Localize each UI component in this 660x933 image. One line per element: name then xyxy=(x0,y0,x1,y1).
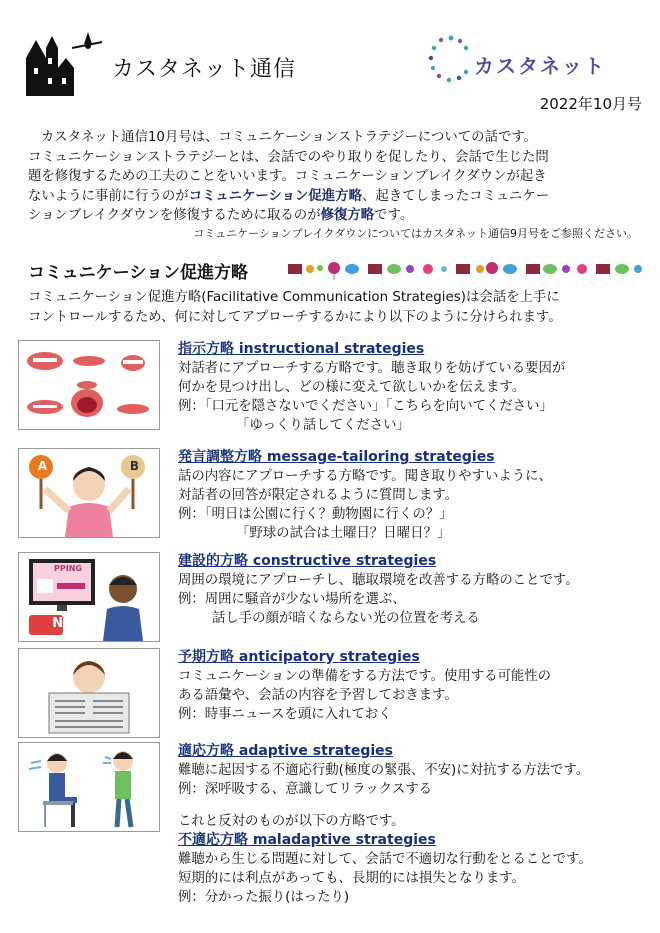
strategy-line: 周囲の環境にアプローチし、聴取環境を改善する方略のことです。 xyxy=(178,573,579,588)
strategy-line: 例：周囲に騒音が少ない場所を選ぶ、 xyxy=(178,592,406,607)
strategy-line: 話し手の顔が暗くならない光の位置を考える xyxy=(212,611,480,626)
strategy-heading: 発言調整方略 message-tailoring strategies xyxy=(178,449,495,465)
maladaptive-text xyxy=(178,812,658,907)
section-intro xyxy=(28,288,648,327)
reading-newspaper-illustration xyxy=(18,648,160,738)
highlight-facilitative: コミュニケーション促進方略 xyxy=(188,188,362,204)
strategy-text xyxy=(178,448,658,543)
issue-date: 2022年10月号 xyxy=(539,95,642,113)
mouth-shapes-illustration xyxy=(18,340,160,430)
intro-line: 題を修復するための工夫のことをいいます。コミュニケーションブレイクダウンが起き xyxy=(28,169,547,184)
intro-line: ションブレイクダウンを修復するために取るのが修復方略です。 xyxy=(28,208,414,223)
strategy-heading: 予期方略 anticipatory strategies xyxy=(178,649,420,665)
section-intro-line: コントロールするため、何に対してアプローチするかにより以下のように分けられます。 xyxy=(28,309,562,325)
tv-screen-text: PPING xyxy=(54,564,82,573)
strategy-line: 対話者の回答が限定されるように質問します。 xyxy=(178,488,459,503)
strategy-line: コミュニケーションの準備をする方法です。使用する可能性の xyxy=(178,669,552,684)
intro-line: ないように事前に行うのがコミュニケーション促進方略、起きてしまったコミュニケー xyxy=(28,188,550,204)
strategy-line: 難聴に起因する不適応行動(極度の緊張、不安)に対抗する方法です。 xyxy=(178,763,590,778)
maladaptive-line: 例：分かった振り(はったり) xyxy=(178,890,350,905)
strategy-heading: 指示方略 instructional strategies xyxy=(178,341,425,357)
strategy-heading: 適応方略 adaptive strategies xyxy=(178,743,394,759)
maladaptive-heading: 不適応方略 maladaptive strategies xyxy=(178,832,436,848)
strategy-line: 例：「明日は公園に行く？動物園に行くの？」 xyxy=(178,507,453,522)
candy-decoration xyxy=(286,258,646,282)
deep-breathing-illustration xyxy=(18,742,160,832)
strategy-text xyxy=(178,648,658,724)
intro-paragraph xyxy=(28,128,640,226)
strategy-line: 「野球の試合は土曜日？日曜日？」 xyxy=(236,526,451,541)
reference-note: コミュニケーションブレイクダウンについてはカスタネット通信9月号をご参照ください。 xyxy=(193,227,638,240)
maladaptive-line: 短期的には利点があっても、長期的には損失となります。 xyxy=(178,871,525,886)
strategy-text xyxy=(178,742,658,799)
newsletter-title: カスタネット通信 xyxy=(112,57,297,82)
section-title: コミュニケーション促進方略 xyxy=(28,263,248,283)
intro-line: カスタネット通信10月号は、コミュニケーションストラテジーについての話です。 xyxy=(40,130,538,145)
intro-line: コミュニケーションストラテジーとは、会話でのやり取りを促したり、会話で生じた問 xyxy=(28,149,549,165)
strategy-text xyxy=(178,340,658,435)
highlight-repair: 修復方略 xyxy=(320,208,375,223)
strategy-line: ある語彙や、会話の内容を予習しておきます。 xyxy=(178,688,458,703)
ng-sign: NG xyxy=(52,616,74,631)
haunted-house-witch-illustration xyxy=(22,28,104,98)
strategy-text xyxy=(178,552,658,628)
strategy-line: 対話者にアプローチする方略です。聴き取りを妨げている要因が xyxy=(178,361,566,376)
strategy-line: 話の内容にアプローチする方略です。聞き取りやすいように、 xyxy=(178,469,552,484)
castanet-logo-icon xyxy=(428,34,474,84)
tv-noise-ng-illustration xyxy=(18,552,160,642)
strategy-line: 「ゆっくり話してください」 xyxy=(236,418,410,433)
maladaptive-lead: これと反対のものが以下の方略です。 xyxy=(178,814,405,829)
badge-a: A xyxy=(37,459,48,473)
strategy-heading: 建設的方略 constructive strategies xyxy=(178,553,437,569)
strategy-line: 例：時事ニュースを頭に入れておく xyxy=(178,707,392,722)
castanet-logo-text: カスタネット xyxy=(474,54,606,78)
section-intro-line: コミュニケーション促進方略(Facilitative Communication Strategies)は会話を上手に xyxy=(28,290,560,305)
maladaptive-line: 難聴から生じる問題に対して、会話で不適切な行動をとることです。 xyxy=(178,852,592,867)
badge-b: B xyxy=(129,459,140,473)
strategy-line: 何かを見つけ出し、どの様に変えて欲しいかを伝えます。 xyxy=(178,380,526,395)
strategy-line: 例：深呼吸する、意識してリラックスする xyxy=(178,782,433,797)
strategy-line: 例：「口元を隠さないでください」「こちらを向いてください」 xyxy=(178,399,553,414)
